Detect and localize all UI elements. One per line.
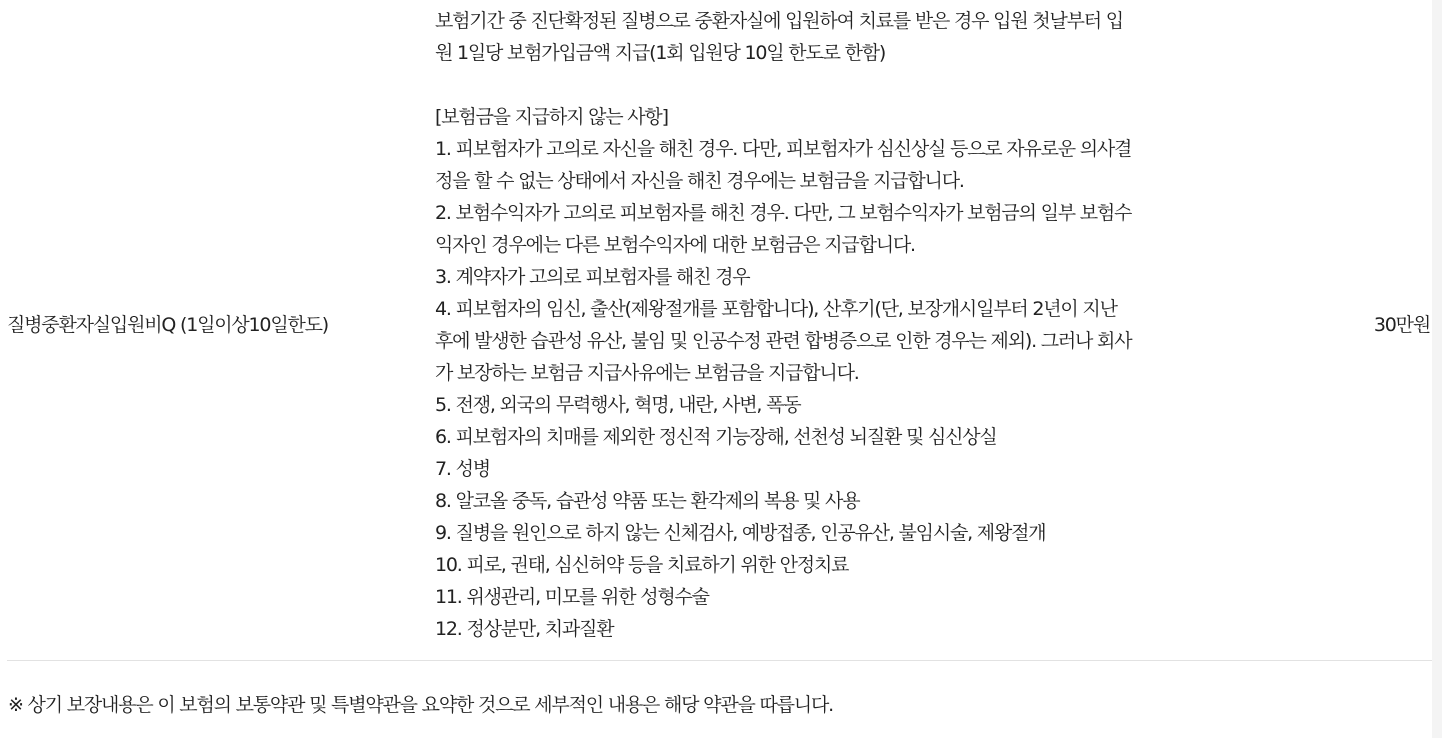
exclusion-line: 10. 피로, 권태, 심신허약 등을 치료하기 위한 안정치료 xyxy=(435,554,849,576)
exclusion-line: 정을 할 수 없는 상태에서 자신을 해친 경우에는 보험금을 지급합니다. xyxy=(435,170,964,192)
exclusion-line: 8. 알코올 중독, 습관성 약품 또는 환각제의 복용 및 사용 xyxy=(435,490,860,512)
description-line: 원 1일당 보험가입금액 지급(1회 입원당 10일 한도로 한함) xyxy=(435,42,886,64)
exclusion-line: 가 보장하는 보험금 지급사유에는 보험금을 지급합니다. xyxy=(435,362,859,384)
exclusion-line: 익자인 경우에는 다른 보험수익자에 대한 보험금은 지급합니다. xyxy=(435,234,915,256)
page-edge-strip xyxy=(1432,0,1442,738)
exclusion-line: 3. 계약자가 고의로 피보험자를 해친 경우 xyxy=(435,266,750,288)
exclusion-line: 9. 질병을 원인으로 하지 않는 신체검사, 예방접종, 인공유산, 불임시술, 제왕절개 xyxy=(435,522,1046,544)
exclusion-line: 1. 피보험자가 고의로 자신을 해친 경우. 다만, 피보험자가 심신상실 등으로 자유로운 의사결 xyxy=(435,138,1132,160)
description-line: 보험기간 중 진단확정된 질병으로 중환자실에 입원하여 치료를 받은 경우 입원 첫날부터 입 xyxy=(435,10,1123,32)
exclusion-line: 12. 정상분만, 치과질환 xyxy=(435,618,614,640)
exclusion-line: 4. 피보험자의 임신, 출산(제왕절개를 포함합니다), 산후기(단, 보장개시일부터 2년이 지난 xyxy=(435,298,1117,320)
exclusion-line: 11. 위생관리, 미모를 위한 성형수술 xyxy=(435,586,709,608)
exclusion-line: 후에 발생한 습관성 유산, 불임 및 인공수정 관련 합병증으로 인한 경우는 제외). 그러나 회사 xyxy=(435,330,1132,352)
exclusion-line: 6. 피보험자의 치매를 제외한 정신적 기능장해, 선천성 뇌질환 및 심신상실 xyxy=(435,426,997,448)
footnote: ※ 상기 보장내용은 이 보험의 보통약관 및 특별약관을 요약한 것으로 세부적인 내용은 해당 약관을 따릅니다. xyxy=(8,694,833,716)
exclusion-line: 7. 성병 xyxy=(435,458,490,480)
coverage-amount: 30만원 xyxy=(1373,314,1430,336)
paragraph-gap xyxy=(435,69,1195,101)
coverage-name: 질병중환자실입원비Q (1일이상10일한도) xyxy=(7,314,328,336)
exclusion-line: 2. 보험수익자가 고의로 피보험자를 해친 경우. 다만, 그 보험수익자가 보험금의 일부 보험수 xyxy=(435,202,1132,224)
coverage-description xyxy=(435,5,1195,645)
exclusion-line: 5. 전쟁, 외국의 무력행사, 혁명, 내란, 사변, 폭동 xyxy=(435,394,801,416)
coverage-row xyxy=(7,0,1432,661)
exclusions-title: [보험금을 지급하지 않는 사항] xyxy=(435,106,668,128)
